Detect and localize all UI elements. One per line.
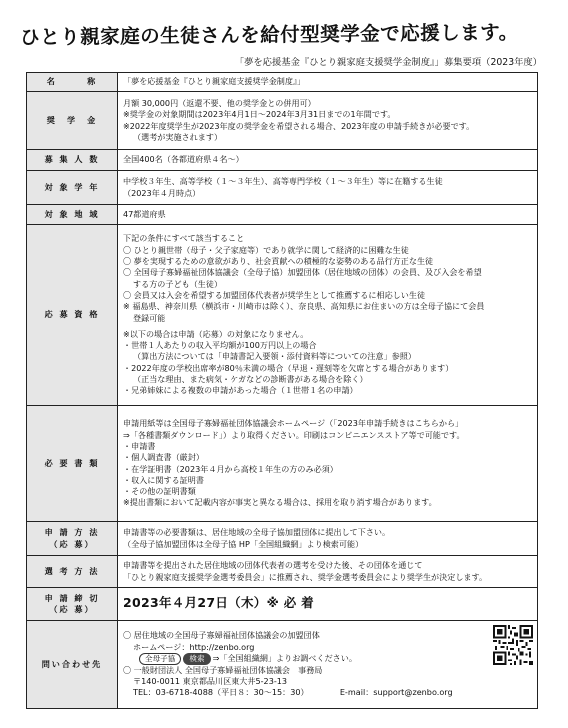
label-scholarship: 奨 学 金 [27,92,118,150]
eligibility-region-note-cont: 登録可能 [133,312,166,323]
contact-secretariat: 〇 一般財団法人 全国母子寡婦福祉団体協議会 事務局 [123,664,323,675]
value-selection [118,556,538,588]
exclusion-item: ・世帯１人あたりの収入平均額が100万円以上の場合 [123,340,317,351]
row-area [27,205,538,225]
row-method [27,522,538,556]
label-method-sub: （応 募） [49,538,95,549]
eligibility-condition: 〇 会員又は入会を希望する加盟団体代表者が奨学生として推薦するに相応しい生徒 [123,289,426,300]
eligibility-region-note: ※ 福島県、神奈川県（横浜市・川崎市は除く）、奈良県、高知県にお住まいの方は全母子協にて会員 [123,301,485,312]
documents-intro: 申請用紙等は全国母子寡婦福祉団体協議会ホームページ（「2023年申請手続きはこちらから」 [123,418,464,429]
documents-intro-cont: ⇒「各種書類ダウンロード」）より取得ください。印刷はコンビニエンスストア等で可能です。 [123,429,465,440]
value-grade [118,171,538,205]
row-contact [27,621,538,709]
contact-search-line [123,653,534,665]
value-eligibility [118,225,538,406]
label-deadline-main: 申 請 締 切 [44,592,100,603]
label-contact: 問い合わせ先 [27,621,118,709]
eligibility-condition-cont: する方の子ども（生徒） [133,278,223,289]
eligibility-condition: 〇 全国母子寡婦福祉団体協議会（全母子協）加盟団体（居住地域の団体）の会員、及び入会を希望 [123,267,482,278]
document-item: ・個人調査書（厳封） [123,452,204,463]
label-deadline [27,588,118,621]
document-item: ・在学証明書（2023年４月から高校１年生の方のみ必須） [123,463,338,474]
contact-email[interactable]: E-mail：support@zenbo.org [339,687,453,698]
contact-search-hint: ⇒「全国組織網」よりお調べください。 [212,652,357,663]
contact-homepage-link[interactable]: ホームページ：http://zenbo.org [133,641,255,652]
contact-phone: TEL：03-6718-4088（平日８：30～15：30） [133,687,309,698]
method-line: （全母子協加盟団体は全母子協 HP「全国組織網」より検索可能） [123,538,364,549]
label-grade: 対 象 学 年 [27,171,118,205]
page-title: ひとり親家庭の生徒さんを給付型奨学金で応援します。 [20,20,519,49]
selection-line: 申請書等を提出された居住地域の団体代表者の選考を受けた後、その団体を通じて [123,560,423,571]
row-grade [27,171,538,205]
document-item: ・収入に関する証明書 [123,474,204,485]
search-button-graphic: 検索 [183,653,210,665]
selection-line: 「ひとり親家庭支援奨学金選考委員会」に推薦され、奨学金選考委員会により奨学生が決定します。 [123,571,488,582]
exclusion-item: ・兄弟姉妹による複数の申請があった場合（１世帯１名の申請） [123,385,358,396]
value-deadline [118,588,538,621]
label-area: 対 象 地 域 [27,205,118,225]
row-deadline [27,588,538,621]
exclusion-item: ・2022年度の学校出席率が80％未満の場合（早退・遅刻等を欠席とする場合があります） [123,362,454,373]
exclusion-item-note: （算出方法については「申請書記入要領・添付資料等についての注意」参照） [133,351,416,362]
value-method [118,522,538,556]
label-name: 名 称 [27,73,118,92]
value-recruit-count: 全国400名（各都道府県４名～） [118,150,538,171]
grade-date-line: （2023年４月時点） [123,187,201,198]
search-keyword-box: 全母子協 [139,653,181,665]
scholarship-selection-note: （選考が実施されます） [133,131,223,142]
documents-warning: ※提出書類において記載内容が事実と異なる場合は、採用を取り消す場合があります。 [123,497,437,508]
grade-line: 中学校３年生、高等学校（１～３年生）、高等専門学校（１～３年生）等に在籍する生徒 [123,176,443,187]
exclusion-intro: ※以下の場合は申請（応募）の対象になりません。 [123,328,309,339]
row-name [27,73,538,92]
label-eligibility: 応 募 資 格 [27,225,118,406]
label-selection: 選 考 方 法 [27,556,118,588]
method-line: 申請書等の必要書類は、居住地域の全母子協加盟団体に提出して下さい。 [123,527,391,538]
contact-address: 〒140-0011 東京都品川区東大井5-23-13 [133,676,288,687]
document-item: ・申請書 [123,440,156,451]
value-name: 「夢を応援基金『ひとり親家庭支援奨学金制度』」 [118,73,538,92]
eligibility-intro: 下記の条件にすべて該当すること [123,233,245,244]
document-item: ・その他の証明書類 [123,486,196,497]
row-selection [27,556,538,588]
row-scholarship [27,92,538,150]
scholarship-amount: 月額 30,000円（返還不要、他の奨学金との併用可） [123,97,316,108]
deadline-date: 2023年４月27日（木）※ 必 着 [123,595,314,611]
requirements-table [26,72,538,709]
label-documents: 必 要 書 類 [27,406,118,522]
contact-phone-email-line [123,687,534,698]
label-deadline-sub: （応 募） [49,604,95,614]
qr-code-icon [493,625,533,665]
label-recruit-count: 募 集 人 数 [27,150,118,171]
value-documents [118,406,538,522]
label-method-main: 申 請 方 法 [44,527,100,538]
eligibility-condition: 〇 夢を実現するための意欲があり、社会貢献への積極的な姿勢のある品行方正な生徒 [123,256,434,267]
exclusion-item-note: （正当な理由、また病気・ケガなどの診断書がある場合を除く） [133,373,368,384]
row-recruit-count [27,150,538,171]
label-method [27,522,118,556]
value-contact [118,621,538,709]
page-subtitle: 「夢を応援基金『ひとり親家庭支援奨学金制度』」募集要項（2023年度） [234,57,542,68]
eligibility-condition: 〇 ひとり親世帯（母子・父子家庭等）であり就学に関して経済的に困難な生徒 [123,244,409,255]
contact-member-org: 〇 居住地域の全国母子寡婦福祉団体協議会の加盟団体 [123,630,320,641]
scholarship-renewal-note: ※2022年度奨学生が2023年度の奨学金を希望される場合、2023年度の申請手続きが必要です。 [123,120,475,131]
row-documents [27,406,538,522]
value-area: 47都道府県 [118,205,538,225]
scholarship-period-note: ※奨学金の対象期間は2023年4月1日～2024年3月31日までの1年間です。 [123,109,396,120]
value-scholarship [118,92,538,150]
row-eligibility [27,225,538,406]
